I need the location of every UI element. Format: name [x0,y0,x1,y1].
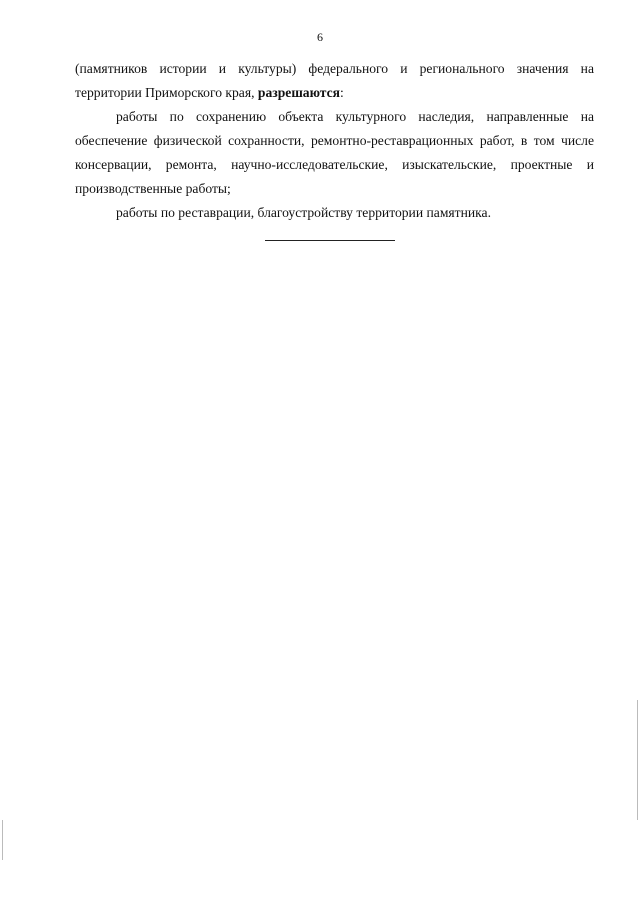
page-number: 6 [317,30,323,44]
paragraph-permitted-intro [75,57,594,105]
scan-edge-mark-left [2,820,3,860]
scan-edge-mark-right [637,700,638,820]
paragraph-restoration-works: работы по реставрации, благоустройству территории памятника. [116,205,491,220]
emphasis-permitted: разрешаются [257,85,341,100]
paragraph-text: (памятников истории и культуры) федерального и регионального значения на территории Приморского края, [75,61,594,100]
closing-separator-line [265,240,395,241]
document-body [75,57,594,225]
paragraph-tail: : [340,85,344,100]
paragraph-preservation-works: работы по сохранению объекта культурного наследия, направленные на обеспечение физической сохранности, ремонтно-реставрационных работ, в том числе консервации, ремонта, научно-исследовательские, изыскательские, проектные и производственные работы; [75,109,594,196]
